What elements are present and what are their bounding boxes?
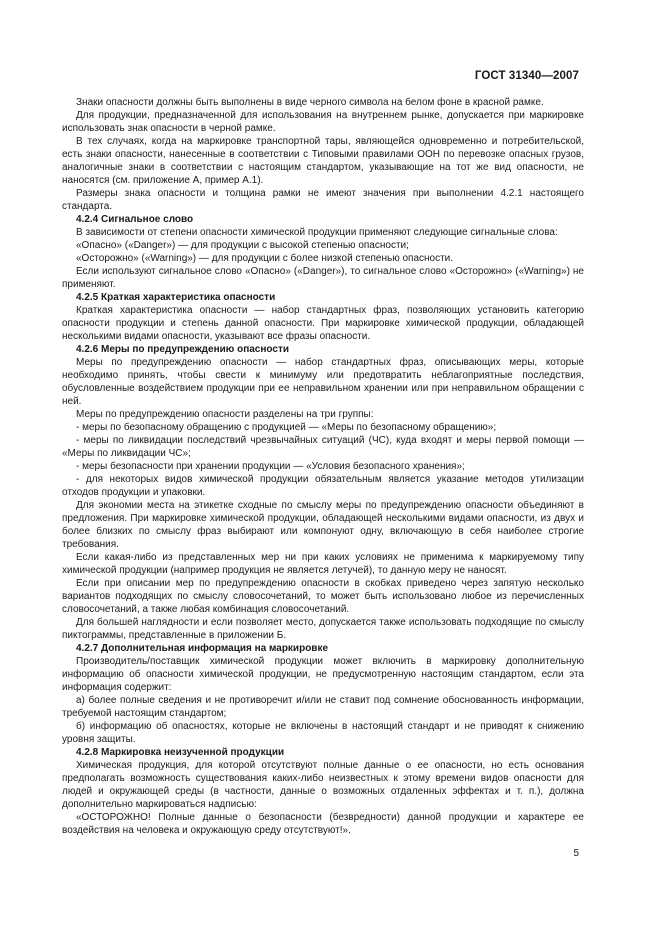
paragraph: Если используют сигнальное слово «Опасно» («Danger»), то сигнальное слово «Осторожно» («Warning») не применяют. — [62, 266, 584, 290]
paragraph: Для экономии места на этикетке сходные по смыслу меры по предупреждению опасности объединяют в предложения. При маркировке химической продукции, обладающей несколькими видами опасности, из двух и более близких по смыслу фраз выбирают или компонуют одну, включающую в себя наиболее строгие требования. — [62, 500, 584, 550]
paragraph: Для большей наглядности и если позволяет место, допускается также использовать подходящие по смыслу пиктограммы, представленные в приложении Б. — [62, 617, 584, 641]
section-heading: 4.2.8 Маркировка неизученной продукции — [76, 747, 285, 758]
paragraph: - меры по ликвидации последствий чрезвычайных ситуаций (ЧС), куда входят и меры первой помощи — «Меры по ликвидации ЧС»; — [62, 435, 584, 459]
paragraph: «ОСТОРОЖНО! Полные данные о безопасности (безвредности) данной продукции и характере ее воздействия на человека и окружающую среду отсутствуют!». — [62, 812, 584, 836]
paragraph: б) информацию об опасностях, которые не включены в настоящий стандарт и не приводят к снижению уровня защиты. — [62, 721, 584, 745]
section-heading: 4.2.7 Дополнительная информация на маркировке — [76, 643, 329, 654]
paragraph: - для некоторых видов химической продукции обязательным является указание методов утилизации отходов продукции и упаковки. — [62, 474, 584, 498]
section-heading: 4.2.5 Краткая характеристика опасности — [76, 292, 276, 303]
paragraph: «Осторожно» («Warning») — для продукции с более низкой степенью опасности. — [76, 253, 454, 264]
paragraph: Меры по предупреждению опасности — набор стандартных фраз, описывающих меры, которые необходимо принять, чтобы свести к минимуму или предотвратить неблагоприятные последствия, обусловленные воздействием продукции при ее неправильном хранении или при неправильном обращении с ней. — [62, 357, 584, 407]
paragraph: - меры безопасности при хранении продукции — «Условия безопасного хранения»; — [76, 461, 465, 472]
paragraph: Для продукции, предназначенной для использования на внутреннем рынке, допускается при маркировке использовать знак опасности в черной рамке. — [62, 110, 584, 134]
paragraph: а) более полные сведения и не противоречит и/или не ставит под сомнение обоснованность информации, требуемой настоящим стандартом; — [62, 695, 584, 719]
paragraph: В тех случаях, когда на маркировке транспортной тары, являющейся одновременно и потребительской, есть знаки опасности, нанесенные в соответствии с Типовыми правилами ООН по перевозке опасных грузов, аналогичные знаки в соответствии с настоящим стандартом, указывающие на тот же вид опасности, не наносятся (см. приложение А, пример А.1). — [62, 136, 584, 186]
paragraph: Химическая продукция, для которой отсутствуют полные данные о ее опасности, но есть основания предполагать возможность существования каких-либо неизвестных к этому времени видов опасности для людей и окружающей среды (в частности, данные о возможных отдаленных эффектах и т. п.), должна дополнительно маркироваться надписью: — [62, 760, 584, 810]
paragraph: Меры по предупреждению опасности разделены на три группы: — [76, 409, 374, 420]
paragraph: Если какая-либо из представленных мер ни при каких условиях не применима к маркируемому типу химической продукции (например продукция не является летучей), то данную меру не наносят. — [62, 552, 584, 576]
paragraph: Если при описании мер по предупреждению опасности в скобках приведено через запятую несколько вариантов подходящих по смыслу словосочетаний, то может быть использовано любое из перечисленных словосочетаний, а также любая комбинация словосочетаний. — [62, 578, 584, 615]
document-id: ГОСТ 31340—2007 — [474, 70, 579, 82]
paragraph: Краткая характеристика опасности — набор стандартных фраз, позволяющих установить категорию опасности продукции и степень данной опасности. При маркировке химической продукции, обладающей несколькими видами опасности, указывают все фразы опасности. — [62, 305, 584, 342]
section-heading: 4.2.4 Сигнальное слово — [76, 214, 194, 225]
section-heading: 4.2.6 Меры по предупреждению опасности — [76, 344, 289, 355]
paragraph: Производитель/поставщик химической продукции может включить в маркировку дополнительную информацию об опасности химической продукции, не предусмотренную настоящим стандартом, если эта информация содержит: — [62, 656, 584, 693]
paragraph: В зависимости от степени опасности химической продукции применяют следующие сигнальные слова: — [76, 227, 558, 238]
page-body — [62, 96, 584, 837]
paragraph: «Опасно» («Danger») — для продукции с высокой степенью опасности; — [76, 240, 409, 251]
paragraph: - меры по безопасному обращению с продукцией — «Меры по безопасному обращению»; — [76, 422, 497, 433]
paragraph: Размеры знака опасности и толщина рамки не имеют значения при выполнении 4.2.1 настоящего стандарта. — [62, 188, 584, 212]
page-number: 5 — [573, 848, 579, 859]
paragraph: Знаки опасности должны быть выполнены в виде черного символа на белом фоне в красной рамке. — [76, 97, 544, 108]
